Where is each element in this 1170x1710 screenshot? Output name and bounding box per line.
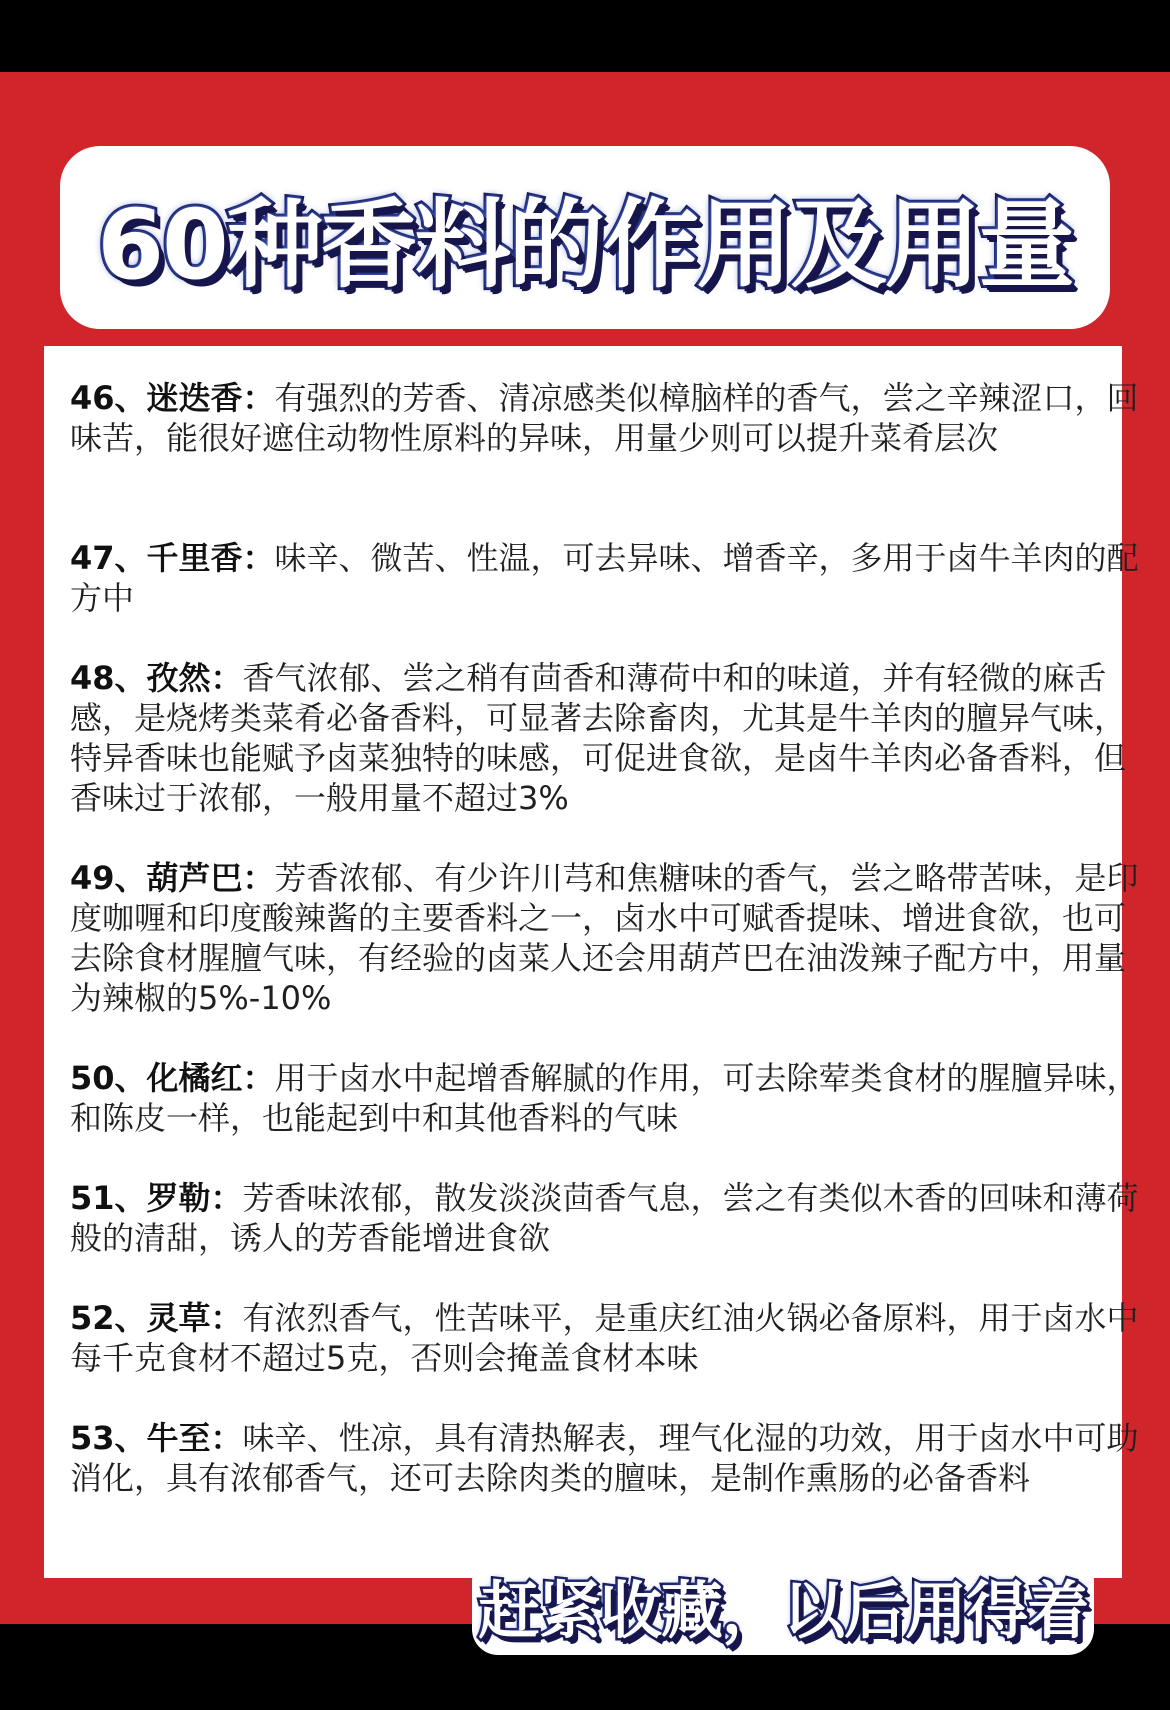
- entry-52: [70, 1298, 1140, 1378]
- entry-description: 芳香味浓郁，散发淡淡茴香气息，尝之有类似木香的回味和薄荷般的清甜，诱人的芳香能增进食欲: [70, 1179, 1139, 1257]
- entry-name: 48、孜然：: [70, 659, 243, 697]
- entry-name: 50、化橘红：: [70, 1059, 275, 1097]
- entry-name: 49、葫芦巴：: [70, 859, 275, 897]
- title-banner: [60, 146, 1110, 329]
- entry-49: [70, 858, 1140, 1018]
- content-card: [44, 346, 1139, 1578]
- entry-47: [70, 538, 1140, 618]
- entry-description: 芳香浓郁、有少许川芎和焦糖味的香气，尝之略带苦味，是印度咖喱和印度酸辣酱的主要香料之一，卤水中可赋香提味、增进食欲，也可去除食材腥膻气味，有经验的卤菜人还会用葫芦巴在油泼辣子配方中，用量为辣椒的5%-10%: [70, 859, 1139, 1017]
- entry-name: 47、千里香：: [70, 539, 275, 577]
- entry-description: 味辛、微苦、性温，可去异味、增香辛，多用于卤牛羊肉的配方中: [70, 539, 1139, 617]
- entry-53: [70, 1418, 1140, 1498]
- entry-name: 53、牛至：: [70, 1419, 243, 1457]
- entry-48: [70, 658, 1140, 818]
- entry-description: 用于卤水中起增香解腻的作用，可去除荤类食材的腥膻异味，和陈皮一样，也能起到中和其他香料的气味: [70, 1059, 1139, 1137]
- entry-51: [70, 1178, 1140, 1258]
- entry-description: 香气浓郁、尝之稍有茴香和薄荷中和的味道，并有轻微的麻舌感，是烧烤类菜肴必备香料，可显著去除畜肉，尤其是牛羊肉的膻异气味，特异香味也能赋予卤菜独特的味感，可促进食欲，是卤牛羊肉必备香料，但香味过于浓郁，一般用量不超过3%: [70, 659, 1127, 817]
- entry-description: 味辛、性凉，具有清热解表，理气化湿的功效，用于卤水中可助消化，具有浓郁香气，还可去除肉类的膻味，是制作熏肠的必备香料: [70, 1419, 1139, 1497]
- entry-description: 有浓烈香气，性苦味平，是重庆红油火锅必备原料，用于卤水中每千克食材不超过5克，否则会掩盖食材本味: [70, 1299, 1139, 1377]
- entry-50: [70, 1058, 1140, 1138]
- page-title: 60种香料的作用及用量: [97, 189, 1073, 301]
- entry-name: 46、迷迭香：: [70, 379, 275, 417]
- entry-description: 有强烈的芳香、清凉感类似樟脑样的香气，尝之辛辣涩口，回味苦，能很好遮住动物性原料的异味，用量少则可以提升菜肴层次: [70, 379, 1139, 457]
- entry-name: 52、灵草：: [70, 1299, 243, 1337]
- footer-slogan: 赶紧收藏，以后用得着: [477, 1573, 1088, 1647]
- entry-name: 51、罗勒：: [70, 1179, 243, 1217]
- entry-46: [70, 378, 1140, 458]
- footer-banner: [472, 1555, 1094, 1655]
